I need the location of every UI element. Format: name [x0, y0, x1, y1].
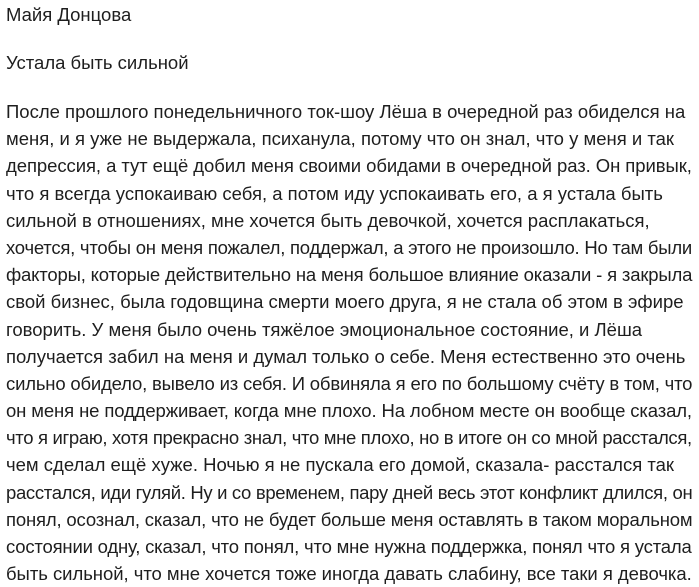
body-line: говорить. У меня было очень тяжёлое эмоциональное состояние, и Лёша [6, 318, 643, 340]
body-line: быть сильной, что мне хочется тоже иногда давать слабину, все таки я девочка. [6, 563, 692, 585]
body-line: факторы, которые действительно на меня большое влияние оказали - я закрыла [6, 264, 693, 286]
body-line: хочется, чтобы он меня пожалел, поддержал, а этого не произошло. Но там были [6, 236, 692, 258]
article-author: Майя Донцова [6, 4, 132, 25]
body-line: он меня не поддерживает, когда мне плохо. На лобном месте он вообще сказал, [6, 400, 692, 422]
body-line: получается забил на меня и думал только о себе. Меня естественно это очень [6, 345, 686, 367]
article-title: Устала быть сильной [6, 52, 189, 73]
body-line: что я играю, хотя прекрасно знал, что мне плохо, но в итоге он со мной расстался, [6, 427, 692, 449]
article-body [6, 98, 692, 587]
body-line: расстался, иди гуляй. Ну и со временем, пару дней весь этот конфликт длился, он [6, 481, 693, 503]
body-line: меня, и я уже не выдержала, психанула, потому что он знал, что у меня и так [6, 128, 674, 150]
body-line: свой бизнес, была годовщина смерти моего друга, я не стала об этом в эфире [6, 291, 684, 313]
body-line: депрессия, а тут ещё добил меня своими обидами в очередной раз. Он привык, [6, 155, 692, 177]
body-line: что я всегда успокаиваю себя, а потом иду успокаивать его, а я устала быть [6, 182, 663, 204]
body-line: После прошлого понедельничного ток-шоу Лёша в очередной раз обиделся на [6, 101, 686, 122]
body-line: состоянии одну, сказал, что понял, что мне нужна поддержка, понял что я устала [6, 536, 692, 557]
body-line: понял, осознал, сказал, что не будет больше меня оставлять в таком моральном [6, 508, 693, 530]
body-line: сильной в отношениях, мне хочется быть девочкой, хочется расплакаться, [6, 209, 650, 231]
body-line: сильно обидело, вывело из себя. И обвиняла я его по большому счёту в том, что [6, 372, 693, 394]
body-line: чем сделал ещё хуже. Ночью я не пускала его домой, сказала- расстался так [6, 454, 675, 476]
